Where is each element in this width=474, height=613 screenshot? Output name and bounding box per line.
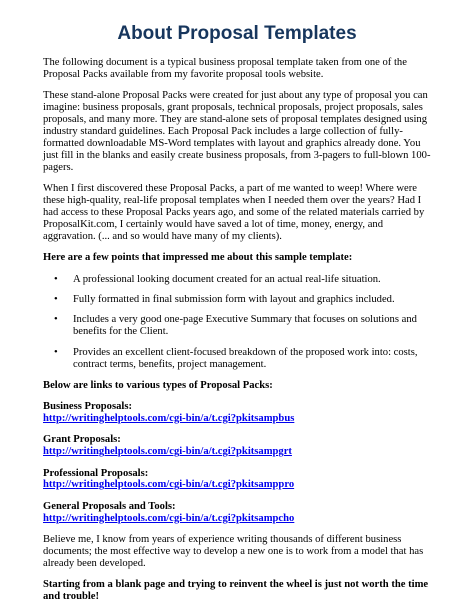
points-list <box>43 274 435 371</box>
link-group-grant <box>43 434 435 458</box>
list-item-text: Provides an excellent client-focused breakdown of the proposed work into: costs, contract terms, benefits, project management. <box>73 346 418 370</box>
standalone-paragraph: These stand-alone Proposal Packs were created for just about any type of proposal you can imagine: business proposals, grant proposals, technical proposals, project proposals, sales proposals, and many more. They are stand-alone sets of proposal templates designed using industry standard guidelines. Each Proposal Pack includes a large collection of fully-formatted downloadable MS-Word templates with layout and graphics already done. You just fill in the blanks and easily create business proposals, from 3-pagers to full-blown 100-pagers. <box>43 90 431 173</box>
bullet-icon: • <box>54 294 58 305</box>
grant-proposals-link[interactable]: http://writinghelptools.com/cgi-bin/a/t.cgi?pkitsampgrt <box>43 446 292 458</box>
link-heading: Business Proposals: <box>43 400 132 412</box>
business-proposals-link[interactable]: http://writinghelptools.com/cgi-bin/a/t.cgi?pkitsampbus <box>43 412 295 424</box>
list-item <box>43 314 435 338</box>
page-title: About Proposal Templates <box>117 23 357 44</box>
list-item-text: A professional looking document created for an actual real-life situation. <box>73 273 381 285</box>
general-proposals-link[interactable]: http://writinghelptools.com/cgi-bin/a/t.cgi?pkitsampcho <box>43 512 295 524</box>
experience-paragraph: Believe me, I know from years of experience writing thousands of different business documents; the most effective way to develop a new one is to work from a model that has already been developed. <box>43 534 424 569</box>
link-group-professional <box>43 468 435 492</box>
list-item-text: Includes a very good one-page Executive Summary that focuses on solutions and benefits for the Client. <box>73 314 417 338</box>
bullet-icon: • <box>54 314 58 326</box>
closing-statement: Starting from a blank page and trying to reinvent the wheel is just not worth the time and trouble! <box>43 579 429 603</box>
link-heading: Professional Proposals: <box>43 467 149 479</box>
link-group-business <box>43 401 435 425</box>
bullet-icon: • <box>54 273 58 285</box>
points-heading: Here are a few points that impressed me about this sample template: <box>43 252 353 264</box>
document-body <box>43 57 435 613</box>
list-item <box>43 347 435 371</box>
link-group-general <box>43 501 435 525</box>
link-heading: General Proposals and Tools: <box>43 500 176 512</box>
intro-paragraph: The following document is a typical business proposal template taken from one of the Proposal Packs available from my favorite proposal tools website. <box>43 57 407 80</box>
link-heading: Grant Proposals: <box>43 434 121 446</box>
list-item-text: Fully formatted in final submission form with layout and graphics included. <box>73 294 395 305</box>
bullet-icon: • <box>54 346 58 358</box>
professional-proposals-link[interactable]: http://writinghelptools.com/cgi-bin/a/t.cgi?pkitsamppro <box>43 479 295 491</box>
list-item <box>43 294 435 306</box>
list-item <box>43 274 435 286</box>
discovery-paragraph: When I first discovered these Proposal Packs, a part of me wanted to weep! Where were these high-quality, real-life proposal templates when I needed them over the years? Had I had access to these Proposal Packs years ago, and some of the related materials carried by ProposalKit.com, I certainly would have saved a lot of time, money, energy, and aggravation. (... and so would have many of my clients). <box>43 183 425 242</box>
links-heading: Below are links to various types of Proposal Packs: <box>43 379 273 391</box>
